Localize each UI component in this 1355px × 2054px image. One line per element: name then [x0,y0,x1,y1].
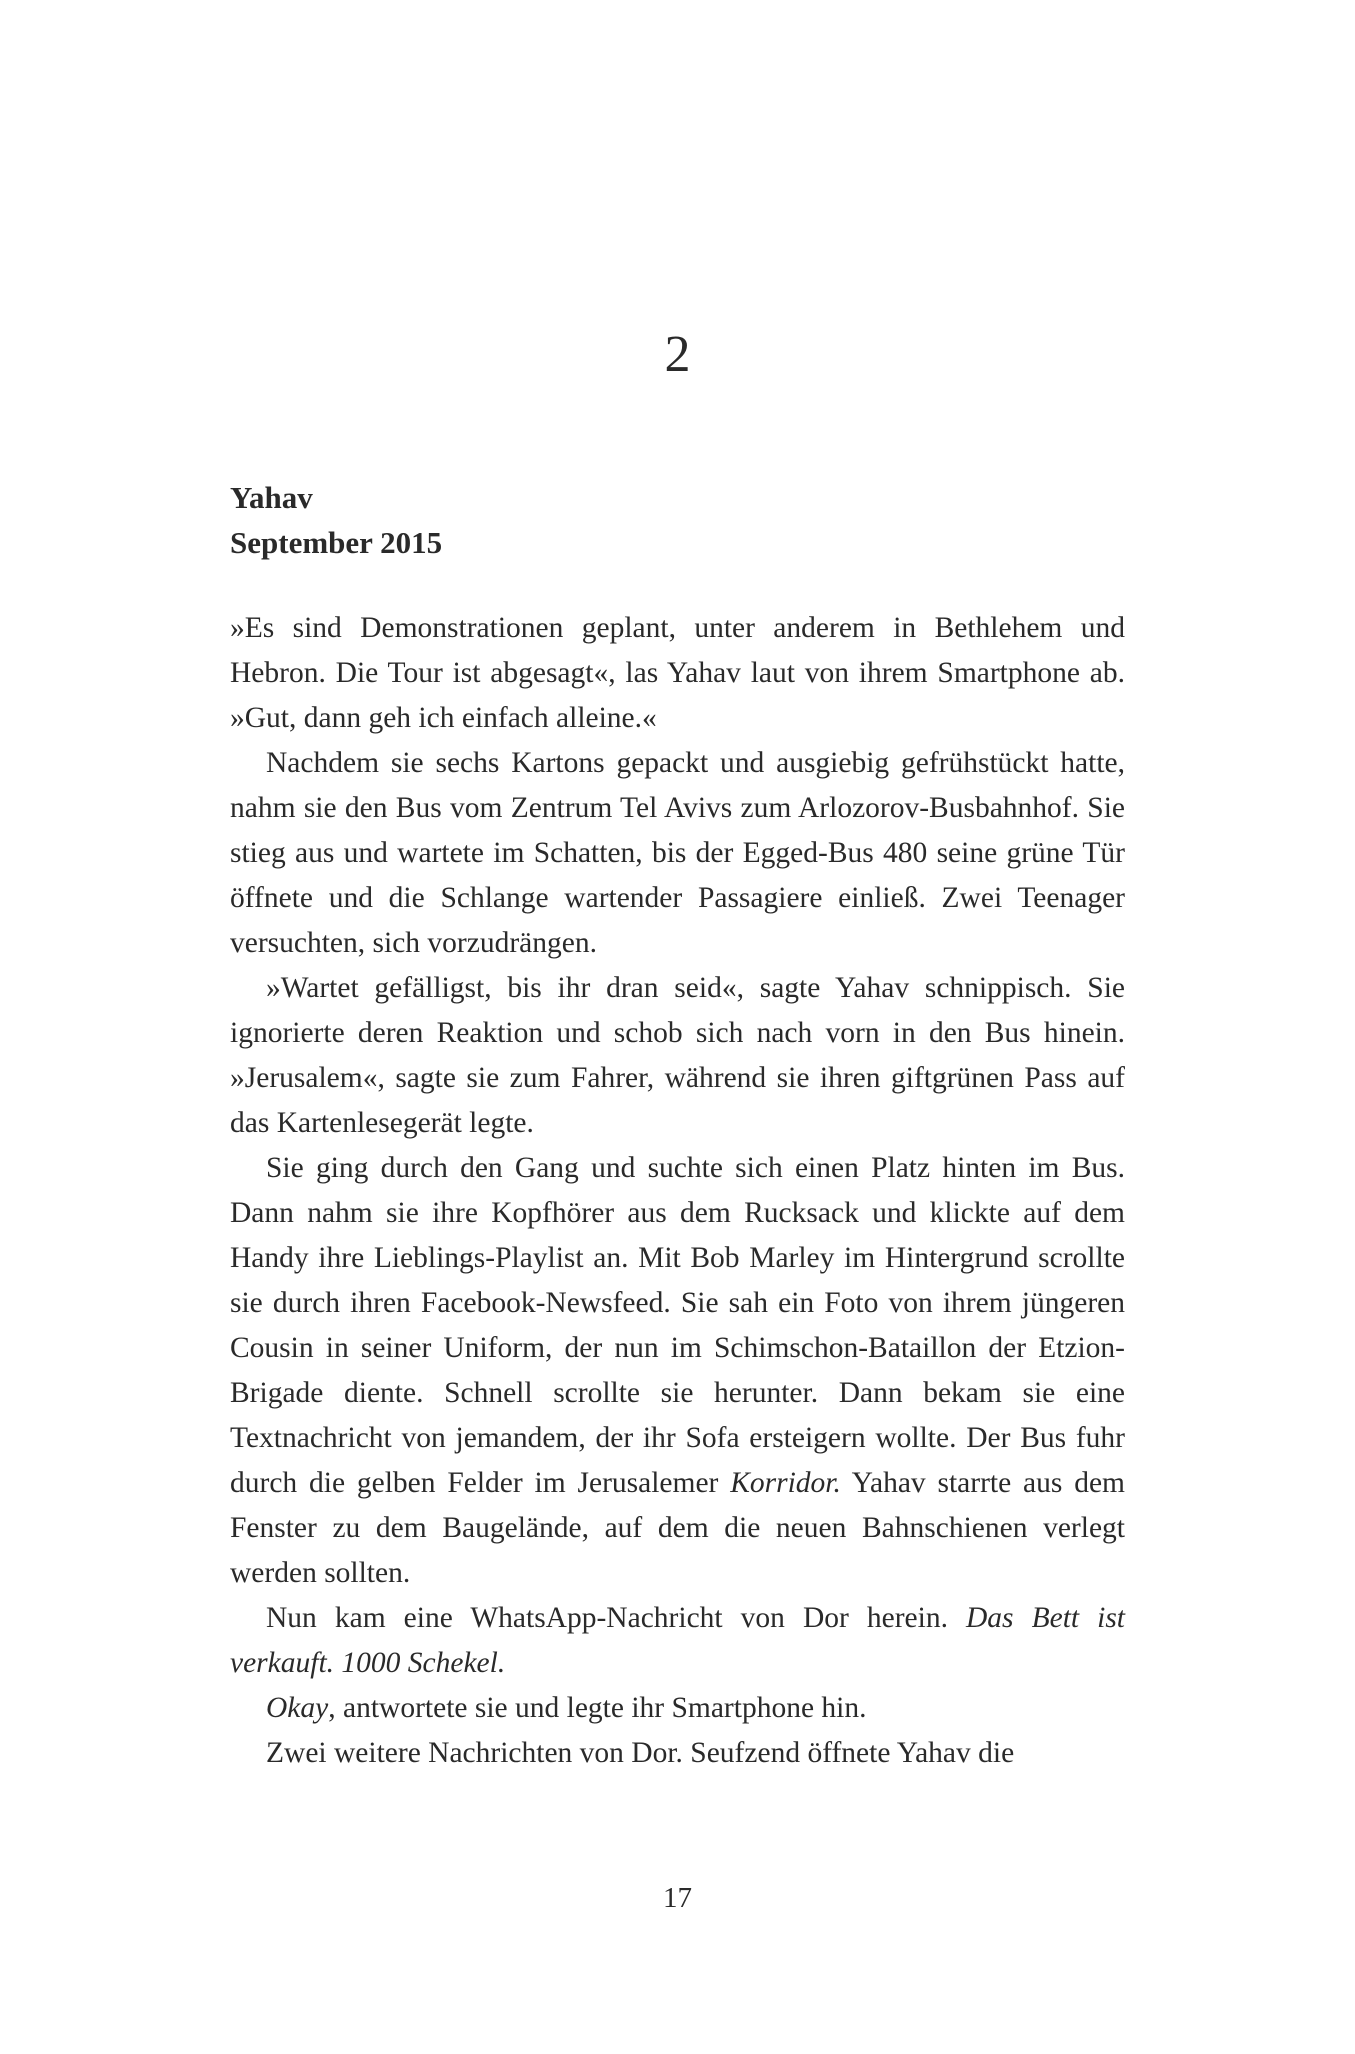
page-number: 17 [663,1882,692,1914]
paragraph: Sie ging durch den Gang und suchte sich einen Platz hinten im Bus. Dann nahm sie ihre Kopfhörer aus dem Rucksack und klickte auf dem Handy ihre Lieblings-Playlist an. Mit Bob Marley im Hintergrund scrollte sie durch ihren Facebook-Newsfeed. Sie sah ein Foto von ihrem jüngeren Cousin in seiner Uniform, der nun im Schimschon-Bataillon der Etzion-Brigade diente. Schnell scrollte sie herunter. Dann bekam sie eine Textnachricht von jemandem, der ihr Sofa ersteigern wollte. Der Bus fuhr durch die gelben Felder im Jerusalemer Korridor. Yahav starrte aus dem Fenster zu dem Baugelände, auf dem die neuen Bahnschienen verlegt werden sollten. [230,1152,1125,1589]
paragraph: Zwei weitere Nachrichten von Dor. Seufzend öffnete Yahav die [266,1737,1015,1769]
italic-text: Das Bett ist verkauft. 1000 Schekel. [230,1602,1125,1679]
heading-date: September 2015 [230,525,443,560]
italic-text: Okay [266,1692,329,1724]
paragraph: »Es sind Demonstrationen geplant, unter anderem in Bethlehem und Hebron. Die Tour ist abgesagt«, las Yahav laut von ihrem Smartphone ab. »Gut, dann geh ich einfach alleine.« [230,612,1125,734]
paragraph: Okay, antwortete sie und legte ihr Smartphone hin. [266,1692,867,1724]
body-text [230,606,1125,1776]
paragraph: Nun kam eine WhatsApp-Nachricht von Dor herein. Das Bett ist verkauft. 1000 Schekel. [230,1602,1125,1679]
italic-text: Korridor. [730,1467,841,1499]
chapter-number: 2 [664,326,691,383]
section-heading [230,475,1130,565]
paragraph: Nachdem sie sechs Kartons gepackt und ausgiebig gefrühstückt hatte, nahm sie den Bus vom Zentrum Tel Avivs zum Arlozorov-Busbahnhof. Sie stieg aus und wartete im Schatten, bis der Egged-Bus 480 seine grüne Tür öffnete und die Schlange wartender Passagiere einließ. Zwei Teenager versuchten, sich vorzudrängen. [230,747,1125,959]
heading-name: Yahav [230,480,313,515]
paragraph: »Wartet gefälligst, bis ihr dran seid«, sagte Yahav schnippisch. Sie ignorierte deren Reaktion und schob sich nach vorn in den Bus hinein. »Jerusalem«, sagte sie zum Fahrer, während sie ihren giftgrünen Pass auf das Kartenlesegerät legte. [230,972,1125,1139]
